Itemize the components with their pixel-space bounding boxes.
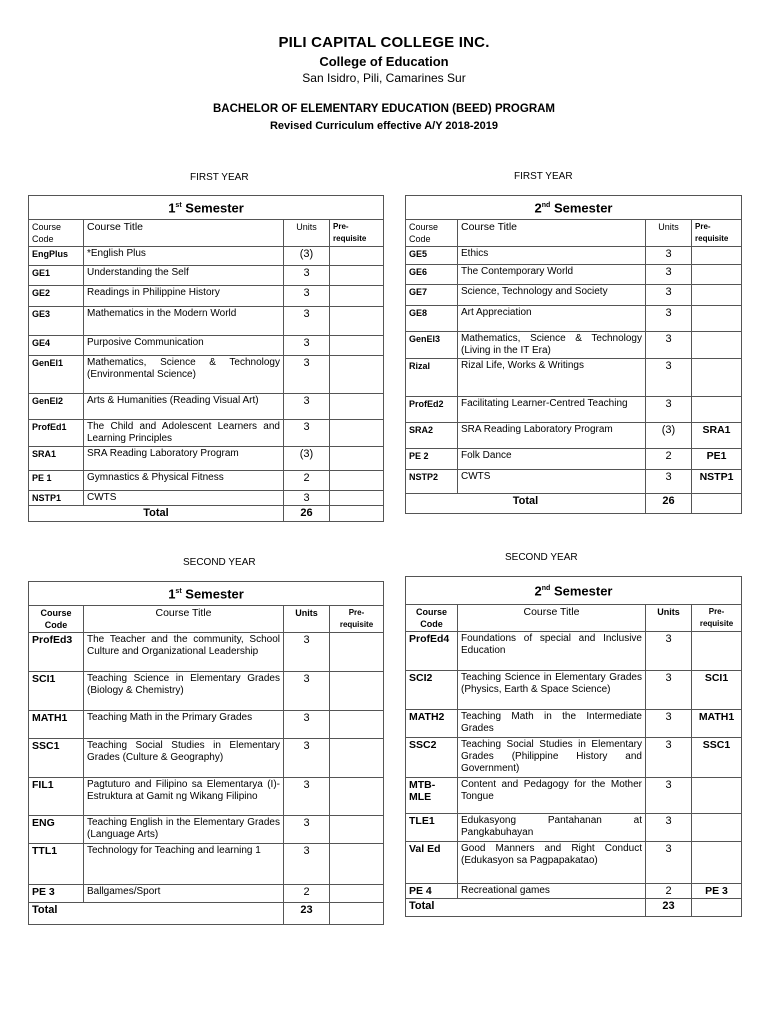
course-row bbox=[406, 359, 742, 397]
course-units: 3 bbox=[284, 711, 330, 739]
course-units: 3 bbox=[646, 306, 692, 332]
course-prerequisite: SRA1 bbox=[692, 423, 742, 449]
semester-title: 2nd Semester bbox=[406, 577, 742, 605]
course-code: Val Ed bbox=[406, 842, 458, 884]
course-code: SSC1 bbox=[29, 739, 84, 778]
course-units: (3) bbox=[646, 423, 692, 449]
course-title: Purposive Communication bbox=[84, 336, 284, 356]
course-title: Folk Dance bbox=[458, 449, 646, 470]
course-code: MATH2 bbox=[406, 710, 458, 738]
course-title: Teaching Social Studies in Elementary Grades (Culture & Geography) bbox=[84, 739, 284, 778]
course-title: Technology for Teaching and learning 1 bbox=[84, 844, 284, 885]
course-code: GE6 bbox=[406, 265, 458, 285]
course-code: GE2 bbox=[29, 286, 84, 307]
program-title: BACHELOR OF ELEMENTARY EDUCATION (BEED) PROGRAM bbox=[212, 103, 556, 115]
total-units: 26 bbox=[284, 506, 330, 522]
course-title: The Teacher and the community, School Culture and Organizational Leadership bbox=[84, 633, 284, 672]
course-code: NSTP1 bbox=[29, 491, 84, 506]
course-units: 3 bbox=[646, 285, 692, 306]
course-prerequisite: MATH1 bbox=[692, 710, 742, 738]
header-course-title: Course Title bbox=[458, 220, 646, 247]
course-code: TTL1 bbox=[29, 844, 84, 885]
course-row bbox=[406, 306, 742, 332]
course-prerequisite bbox=[692, 247, 742, 265]
department-name: College of Education bbox=[319, 54, 449, 69]
course-row bbox=[406, 884, 742, 899]
course-prerequisite bbox=[692, 332, 742, 359]
total-units: 23 bbox=[284, 903, 330, 925]
course-units: 3 bbox=[284, 633, 330, 672]
course-code: FIL1 bbox=[29, 778, 84, 816]
course-code: ENG bbox=[29, 816, 84, 844]
course-title: Mathematics, Science & Technology (Living in the IT Era) bbox=[458, 332, 646, 359]
table-header-row bbox=[406, 220, 742, 247]
semester-title: 1st Semester bbox=[29, 582, 384, 606]
course-row bbox=[406, 265, 742, 285]
course-units: 3 bbox=[284, 266, 330, 286]
course-title: Science, Technology and Society bbox=[458, 285, 646, 306]
course-prerequisite bbox=[330, 307, 384, 336]
header-course-code: Course Code bbox=[29, 606, 84, 633]
course-units: 3 bbox=[284, 336, 330, 356]
header-units: Units bbox=[646, 220, 692, 247]
course-title: Rizal Life, Works & Writings bbox=[458, 359, 646, 397]
course-code: Rizal bbox=[406, 359, 458, 397]
course-code: PE 3 bbox=[29, 885, 84, 903]
course-row bbox=[406, 332, 742, 359]
college-address: San Isidro, Pili, Camarines Sur bbox=[302, 71, 466, 85]
course-units: 3 bbox=[284, 778, 330, 816]
header-course-code: Course Code bbox=[406, 220, 458, 247]
course-prerequisite bbox=[692, 814, 742, 842]
table-y2-sem2 bbox=[405, 576, 742, 917]
course-title: Pagtuturo and Filipino sa Elementarya (I)-Estruktura at Gamit ng Wikang Filipino bbox=[84, 778, 284, 816]
course-row bbox=[406, 778, 742, 814]
course-row bbox=[29, 447, 384, 471]
course-row bbox=[29, 471, 384, 491]
course-row bbox=[406, 423, 742, 449]
course-code: TLE1 bbox=[406, 814, 458, 842]
course-code: PE 2 bbox=[406, 449, 458, 470]
course-units: 3 bbox=[284, 844, 330, 885]
total-row bbox=[406, 899, 742, 917]
course-row bbox=[29, 266, 384, 286]
course-row bbox=[406, 710, 742, 738]
course-prerequisite bbox=[330, 816, 384, 844]
header-course-code: Course Code bbox=[29, 220, 84, 247]
course-code: GE4 bbox=[29, 336, 84, 356]
course-row bbox=[29, 356, 384, 394]
course-prerequisite bbox=[330, 471, 384, 491]
course-row bbox=[29, 286, 384, 307]
header-course-title: Course Title bbox=[458, 605, 646, 632]
header-prerequisite: Pre-requisite bbox=[330, 220, 384, 247]
course-title: Teaching Social Studies in Elementary Grades (Philippine History and Government) bbox=[458, 738, 646, 778]
course-row bbox=[406, 449, 742, 470]
course-title: Recreational games bbox=[458, 884, 646, 899]
course-prerequisite bbox=[330, 885, 384, 903]
course-title: Art Appreciation bbox=[458, 306, 646, 332]
course-units: 3 bbox=[284, 286, 330, 307]
course-prerequisite bbox=[330, 672, 384, 711]
course-prerequisite: PE1 bbox=[692, 449, 742, 470]
course-prerequisite bbox=[330, 247, 384, 266]
course-row bbox=[406, 814, 742, 842]
course-units: 3 bbox=[646, 470, 692, 494]
course-row bbox=[29, 778, 384, 816]
course-units: 3 bbox=[646, 671, 692, 710]
course-prerequisite bbox=[330, 778, 384, 816]
course-units: 3 bbox=[284, 420, 330, 447]
course-row bbox=[29, 394, 384, 420]
course-prerequisite bbox=[330, 336, 384, 356]
course-code: SCI2 bbox=[406, 671, 458, 710]
course-units: 3 bbox=[646, 738, 692, 778]
course-row bbox=[406, 470, 742, 494]
course-prerequisite bbox=[692, 632, 742, 671]
course-code: ProfEd1 bbox=[29, 420, 84, 447]
course-units: (3) bbox=[284, 447, 330, 471]
course-title: Gymnastics & Physical Fitness bbox=[84, 471, 284, 491]
table-header-row bbox=[29, 606, 384, 633]
course-units: 3 bbox=[646, 332, 692, 359]
course-prerequisite bbox=[330, 447, 384, 471]
table-y1-sem2 bbox=[405, 195, 742, 514]
course-title: Arts & Humanities (Reading Visual Art) bbox=[84, 394, 284, 420]
course-units: 3 bbox=[646, 778, 692, 814]
course-units: 3 bbox=[646, 247, 692, 265]
course-title: Mathematics, Science & Technology (Environmental Science) bbox=[84, 356, 284, 394]
course-prerequisite bbox=[692, 397, 742, 423]
course-code: MTB-MLE bbox=[406, 778, 458, 814]
total-label: Total bbox=[29, 506, 284, 522]
course-code: ProfEd3 bbox=[29, 633, 84, 672]
course-row bbox=[406, 738, 742, 778]
course-prerequisite bbox=[692, 306, 742, 332]
table-header-row bbox=[406, 605, 742, 632]
course-prerequisite bbox=[330, 739, 384, 778]
header-prerequisite: Pre-requisite bbox=[330, 606, 384, 633]
total-label: Total bbox=[406, 494, 646, 514]
year-label-first-left: FIRST YEAR bbox=[190, 172, 249, 183]
course-code: EngPlus bbox=[29, 247, 84, 266]
course-code: GE8 bbox=[406, 306, 458, 332]
course-title: Good Manners and Right Conduct (Edukasyon sa Pagpapakatao) bbox=[458, 842, 646, 884]
course-title: Edukasyong Pantahanan at Pangkabuhayan bbox=[458, 814, 646, 842]
total-units: 26 bbox=[646, 494, 692, 514]
course-title: Content and Pedagogy for the Mother Tongue bbox=[458, 778, 646, 814]
course-units: 3 bbox=[284, 307, 330, 336]
total-label: Total bbox=[406, 899, 646, 917]
course-title: Facilitating Learner-Centred Teaching bbox=[458, 397, 646, 423]
course-code: ProfEd4 bbox=[406, 632, 458, 671]
total-label: Total bbox=[29, 903, 284, 925]
course-title: Readings in Philippine History bbox=[84, 286, 284, 307]
course-code: GE7 bbox=[406, 285, 458, 306]
table-y2-sem1 bbox=[28, 581, 384, 925]
course-title: CWTS bbox=[84, 491, 284, 506]
course-code: SRA1 bbox=[29, 447, 84, 471]
course-units: 2 bbox=[284, 471, 330, 491]
course-code: MATH1 bbox=[29, 711, 84, 739]
course-row bbox=[29, 816, 384, 844]
course-prerequisite bbox=[692, 265, 742, 285]
course-row bbox=[29, 711, 384, 739]
course-prerequisite bbox=[330, 844, 384, 885]
course-prerequisite: NSTP1 bbox=[692, 470, 742, 494]
course-code: PE 1 bbox=[29, 471, 84, 491]
course-row bbox=[29, 885, 384, 903]
year-label-second-left: SECOND YEAR bbox=[183, 557, 256, 568]
course-prerequisite bbox=[330, 286, 384, 307]
course-units: 3 bbox=[284, 672, 330, 711]
course-units: 2 bbox=[646, 449, 692, 470]
course-prerequisite bbox=[330, 394, 384, 420]
course-row bbox=[406, 247, 742, 265]
total-row bbox=[29, 506, 384, 522]
course-prerequisite bbox=[692, 285, 742, 306]
revision-note: Revised Curriculum effective A/Y 2018-2019 bbox=[269, 120, 499, 132]
course-code: GE5 bbox=[406, 247, 458, 265]
course-title: Teaching Science in Elementary Grades (Physics, Earth & Space Science) bbox=[458, 671, 646, 710]
course-row bbox=[29, 336, 384, 356]
year-label-second-right: SECOND YEAR bbox=[505, 552, 578, 563]
course-row bbox=[29, 672, 384, 711]
course-prerequisite: SCI1 bbox=[692, 671, 742, 710]
course-title: SRA Reading Laboratory Program bbox=[84, 447, 284, 471]
course-code: GE3 bbox=[29, 307, 84, 336]
course-row bbox=[29, 491, 384, 506]
header-units: Units bbox=[284, 606, 330, 633]
course-prerequisite: SSC1 bbox=[692, 738, 742, 778]
course-title: Ethics bbox=[458, 247, 646, 265]
course-row bbox=[29, 844, 384, 885]
course-title: Mathematics in the Modern World bbox=[84, 307, 284, 336]
course-title: SRA Reading Laboratory Program bbox=[458, 423, 646, 449]
course-row bbox=[406, 285, 742, 306]
course-row bbox=[29, 307, 384, 336]
course-units: 3 bbox=[284, 491, 330, 506]
total-row bbox=[29, 903, 384, 925]
header-course-code: Course Code bbox=[406, 605, 458, 632]
course-units: 3 bbox=[284, 394, 330, 420]
course-prerequisite bbox=[692, 359, 742, 397]
course-units: 3 bbox=[646, 632, 692, 671]
course-prerequisite bbox=[330, 491, 384, 506]
table-header-row bbox=[29, 220, 384, 247]
course-prerequisite bbox=[330, 420, 384, 447]
course-row bbox=[29, 633, 384, 672]
course-title: The Contemporary World bbox=[458, 265, 646, 285]
course-code: SSC2 bbox=[406, 738, 458, 778]
course-code: ProfEd2 bbox=[406, 397, 458, 423]
header-prerequisite: Pre-requisite bbox=[692, 605, 742, 632]
course-units: 3 bbox=[284, 816, 330, 844]
total-row bbox=[406, 494, 742, 514]
course-prerequisite bbox=[330, 266, 384, 286]
course-prerequisite bbox=[330, 356, 384, 394]
course-prerequisite bbox=[692, 842, 742, 884]
course-row bbox=[29, 247, 384, 266]
course-row bbox=[29, 739, 384, 778]
course-units: 2 bbox=[646, 884, 692, 899]
course-prerequisite bbox=[330, 711, 384, 739]
header-units: Units bbox=[284, 220, 330, 247]
header-units: Units bbox=[646, 605, 692, 632]
header-course-title: Course Title bbox=[84, 220, 284, 247]
course-title: Teaching English in the Elementary Grades (Language Arts) bbox=[84, 816, 284, 844]
course-title: Teaching Math in the Primary Grades bbox=[84, 711, 284, 739]
header-prerequisite: Pre-requisite bbox=[692, 220, 742, 247]
course-units: (3) bbox=[284, 247, 330, 266]
course-units: 3 bbox=[646, 814, 692, 842]
course-title: *English Plus bbox=[84, 247, 284, 266]
course-units: 2 bbox=[284, 885, 330, 903]
course-row bbox=[406, 397, 742, 423]
course-code: GenEl1 bbox=[29, 356, 84, 394]
course-title: Ballgames/Sport bbox=[84, 885, 284, 903]
course-units: 3 bbox=[646, 397, 692, 423]
course-row bbox=[406, 671, 742, 710]
course-title: The Child and Adolescent Learners and Learning Principles bbox=[84, 420, 284, 447]
course-code: GenEl2 bbox=[29, 394, 84, 420]
course-title: Understanding the Self bbox=[84, 266, 284, 286]
header-course-title: Course Title bbox=[84, 606, 284, 633]
course-code: SCI1 bbox=[29, 672, 84, 711]
course-prerequisite: PE 3 bbox=[692, 884, 742, 899]
course-code: GE1 bbox=[29, 266, 84, 286]
semester-title: 2nd Semester bbox=[406, 196, 742, 220]
course-prerequisite bbox=[330, 633, 384, 672]
year-label-first-right: FIRST YEAR bbox=[514, 171, 573, 182]
course-code: SRA2 bbox=[406, 423, 458, 449]
course-units: 3 bbox=[646, 842, 692, 884]
course-row bbox=[406, 632, 742, 671]
course-units: 3 bbox=[646, 265, 692, 285]
course-row bbox=[406, 842, 742, 884]
course-title: Foundations of special and Inclusive Education bbox=[458, 632, 646, 671]
course-units: 3 bbox=[646, 710, 692, 738]
semester-title: 1st Semester bbox=[29, 196, 384, 220]
course-units: 3 bbox=[646, 359, 692, 397]
total-units: 23 bbox=[646, 899, 692, 917]
course-title: CWTS bbox=[458, 470, 646, 494]
course-row bbox=[29, 420, 384, 447]
table-y1-sem1 bbox=[28, 195, 384, 522]
course-code: PE 4 bbox=[406, 884, 458, 899]
course-units: 3 bbox=[284, 356, 330, 394]
college-name: PILI CAPITAL COLLEGE INC. bbox=[278, 34, 490, 51]
course-code: NSTP2 bbox=[406, 470, 458, 494]
course-prerequisite bbox=[692, 778, 742, 814]
course-code: GenEl3 bbox=[406, 332, 458, 359]
course-title: Teaching Science in Elementary Grades (Biology & Chemistry) bbox=[84, 672, 284, 711]
course-units: 3 bbox=[284, 739, 330, 778]
course-title: Teaching Math in the Intermediate Grades bbox=[458, 710, 646, 738]
